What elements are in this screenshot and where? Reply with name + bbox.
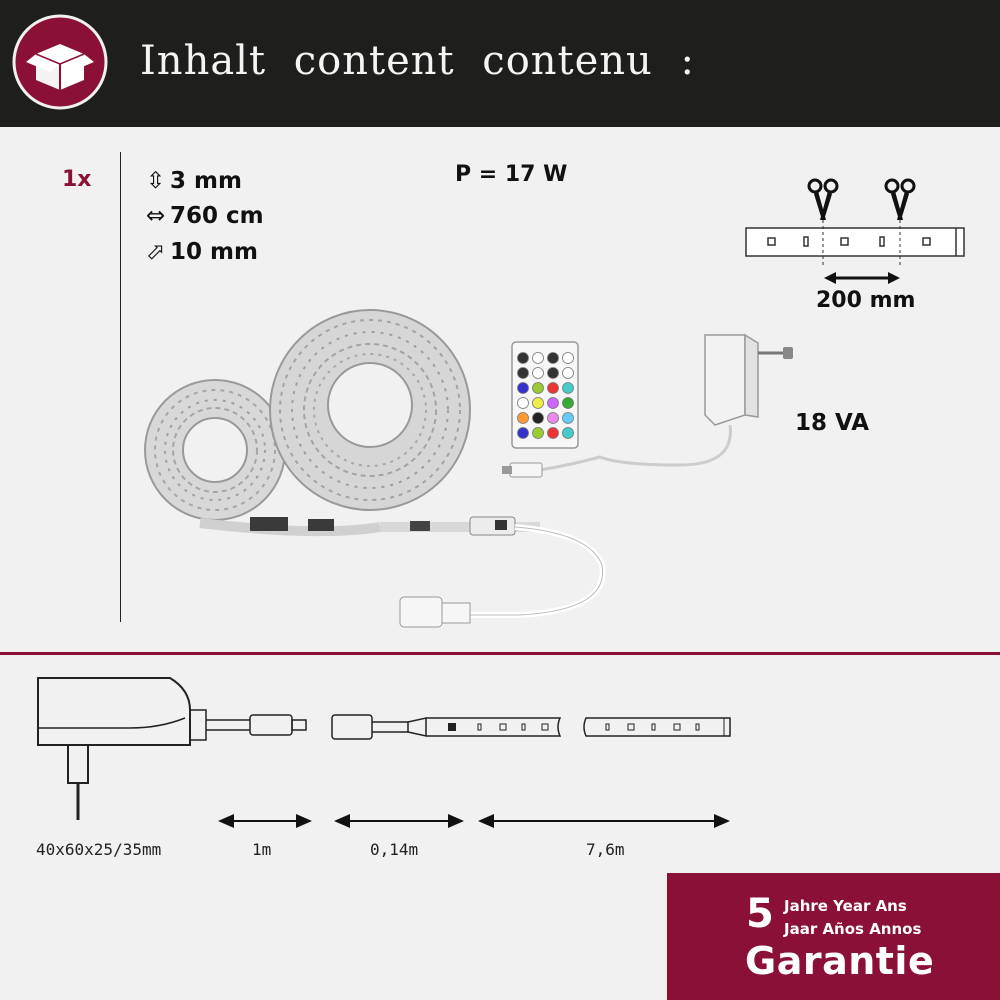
large-reel bbox=[270, 310, 470, 510]
spec-length-value: 760 cm bbox=[170, 203, 264, 229]
spec-length bbox=[146, 203, 264, 229]
strip-outline bbox=[426, 718, 730, 736]
scissors-icon bbox=[886, 180, 914, 220]
length-arrow-icon: ⇔ bbox=[146, 203, 166, 229]
schematic-diagram bbox=[30, 670, 750, 840]
width-arrow-icon: ⬀ bbox=[146, 239, 166, 265]
box-icon bbox=[12, 14, 108, 110]
connector-outline bbox=[332, 715, 426, 739]
adapter-rating-label: 18 VA bbox=[795, 410, 870, 436]
header-bar bbox=[0, 0, 1000, 127]
power-adapter-image bbox=[500, 325, 800, 485]
page-title: Inhalt content contenu : bbox=[140, 38, 696, 84]
cable-length-label: 1m bbox=[252, 840, 272, 859]
spec-height bbox=[146, 168, 242, 194]
section-separator bbox=[0, 652, 1000, 655]
guarantee-line-2: Jaar Años Annos bbox=[784, 920, 922, 938]
quantity-label: 1x bbox=[62, 167, 92, 192]
adapter-outline bbox=[38, 678, 306, 820]
cut-diagram bbox=[740, 170, 970, 300]
spec-width-value: 10 mm bbox=[170, 239, 258, 265]
vertical-divider bbox=[120, 152, 121, 622]
strip-length-label: 7,6m bbox=[586, 840, 625, 859]
guarantee-badge bbox=[667, 873, 1000, 1000]
small-reel bbox=[145, 380, 285, 520]
height-arrow-icon: ⇳ bbox=[146, 168, 166, 194]
connector-length-arrow bbox=[334, 814, 464, 828]
scissors-icon bbox=[809, 180, 837, 220]
cut-spacing-arrow bbox=[824, 272, 900, 284]
guarantee-label: Garantie bbox=[745, 939, 935, 983]
adapter-dimension-label: 40x60x25/35mm bbox=[36, 840, 162, 859]
guarantee-years: 5 bbox=[746, 891, 774, 937]
strip-length-arrow bbox=[478, 814, 730, 828]
spec-height-value: 3 mm bbox=[170, 168, 242, 194]
guarantee-line-1: Jahre Year Ans bbox=[784, 897, 907, 915]
power-label: P = 17 W bbox=[455, 162, 568, 187]
cable-length-arrow bbox=[218, 814, 312, 828]
cut-spacing-label: 200 mm bbox=[816, 288, 916, 313]
spec-width bbox=[146, 239, 258, 265]
connector-length-label: 0,14m bbox=[370, 840, 419, 859]
